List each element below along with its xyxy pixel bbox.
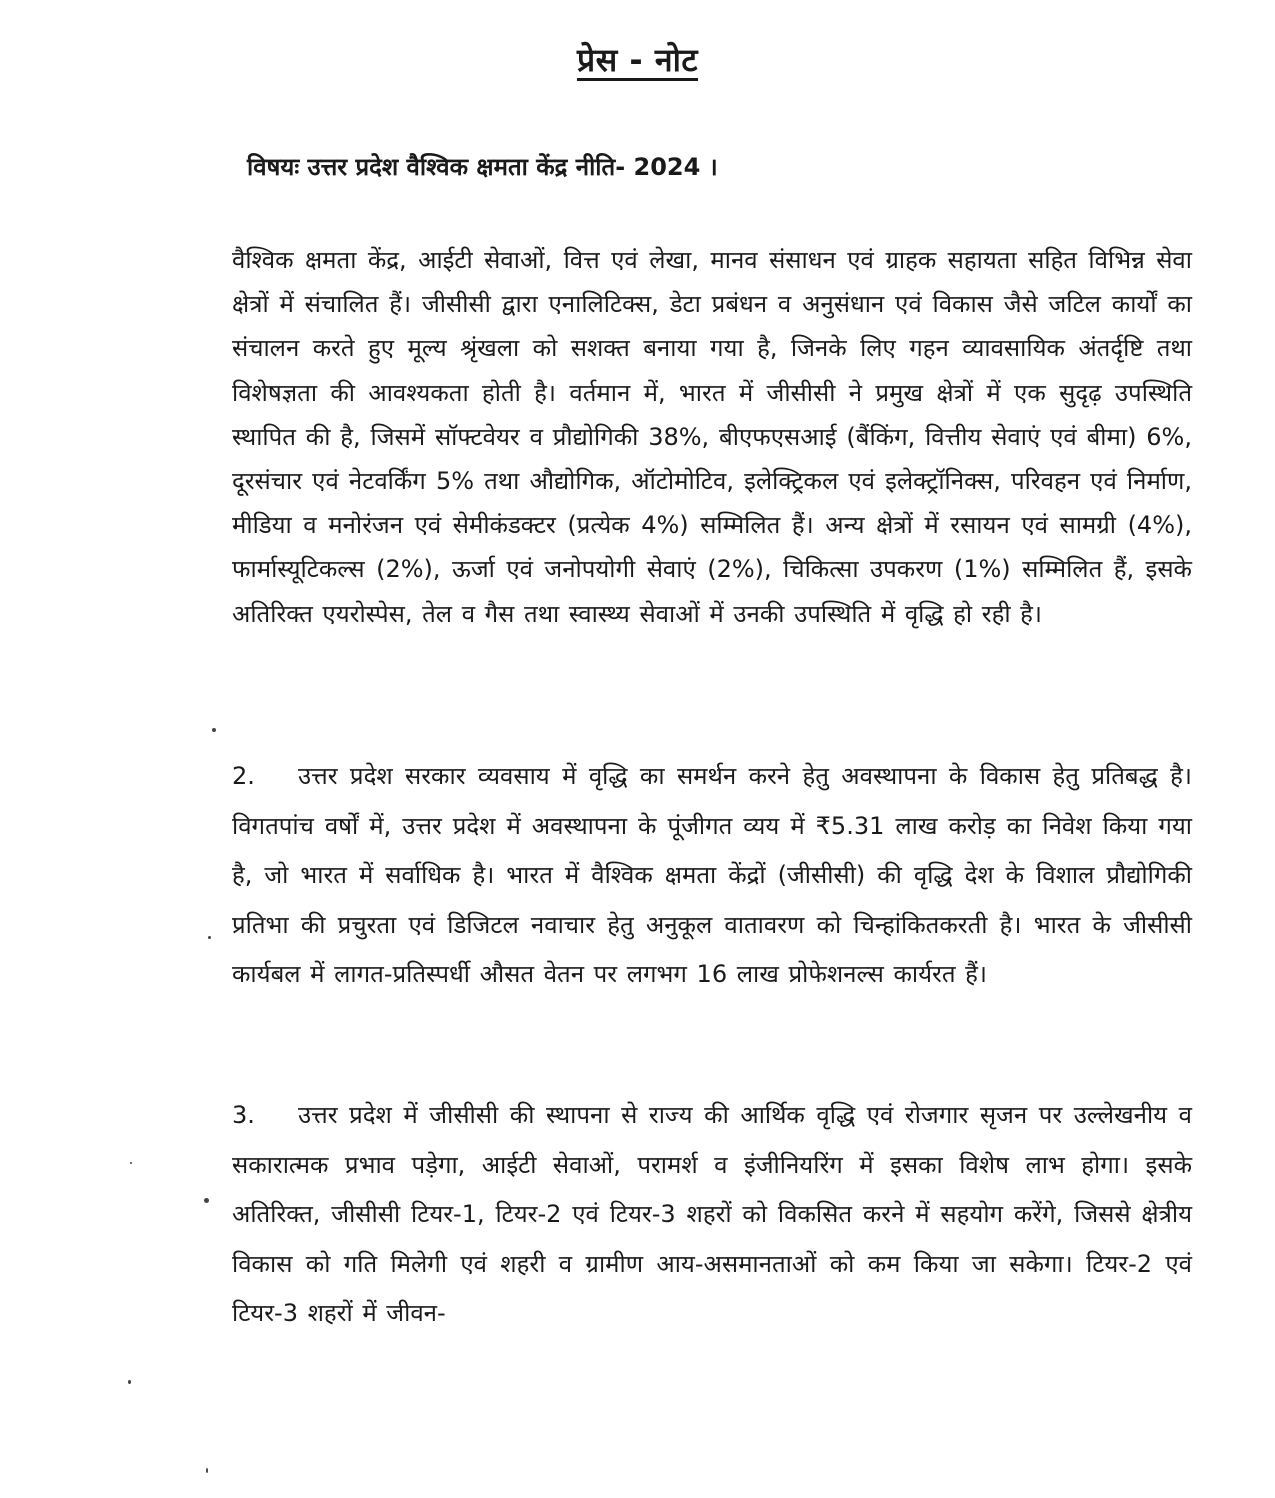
paragraph-2 [232,752,1192,1000]
scan-speck [128,1380,131,1384]
paragraph-3-number: 3. [232,1101,255,1129]
paragraph-1 [232,238,1192,636]
paragraph-3-text: उत्तर प्रदेश में जीसीसी की स्थापना से राज्य की आर्थिक वृद्धि एवं रोजगार सृजन पर उल्लेखनीय व सकारात्मक प्रभाव पड़ेगा, आईटी सेवाओं, परामर्श व इंजीनियरिंग में इसका विशेष लाभ होगा। इसके अतिरिक्त, जीसीसी टियर-1, टियर-2 एवं टियर-3 शहरों को विकसित करने में सहयोग करेंगे, जिससे क्षेत्रीय विकास को गति मिलेगी एवं शहरी व ग्रामीण आय-असमानताओं को कम किया जा सकेगा। टियर-2 एवं टियर-3 शहरों में जीवन- [232,1101,1192,1327]
paragraph-2-number: 2. [232,762,255,790]
paragraph-3 [232,1091,1192,1339]
scan-speck [130,1162,132,1164]
scan-speck [208,936,211,939]
scan-speck [204,1198,209,1203]
paragraph-2-text: उत्तर प्रदेश सरकार व्यवसाय में वृद्धि का समर्थन करने हेतु अवस्थापना के विकास हेतु प्रतिबद्ध है। विगतपांच वर्षों में, उत्तर प्रदेश में अवस्थापना के पूंजीगत व्यय में ₹5.31 लाख करोड़ का निवेश किया गया है, जो भारत में सर्वाधिक है। भारत में वैश्विक क्षमता केंद्रों (जीसीसी) की वृद्धि देश के विशाल प्रौद्योगिकी प्रतिभा की प्रचुरता एवं डिजिटल नवाचार हेतु अनुकूल वातावरण को चिन्हांकितकरती है। भारत के जीसीसी कार्यबल में लागत-प्रतिस्पर्धी औसत वेतन पर लगभग 16 लाख प्रोफेशनल्स कार्यरत हैं। [232,762,1192,988]
page-title: प्रेस - नोट [576,41,699,79]
scan-speck [212,728,216,732]
scan-speck [206,1468,208,1473]
paragraph-1-text: वैश्विक क्षमता केंद्र, आईटी सेवाओं, वित्त एवं लेखा, मानव संसाधन एवं ग्राहक सहायता सहित विभिन्न सेवा क्षेत्रों में संचालित हैं। जीसीसी द्वारा एनालिटिक्स, डेटा प्रबंधन व अनुसंधान एवं विकास जैसे जटिल कार्यों का संचालन करते हुए मूल्य श्रृंखला को सशक्त बनाया गया है, जिनके लिए गहन व्यावसायिक अंतर्दृष्टि तथा विशेषज्ञता की आवश्यकता होती है। वर्तमान में, भारत में जीसीसी ने प्रमुख क्षेत्रों में एक सुदृढ़ उपस्थिति स्थापित की है, जिसमें सॉफ्टवेयर व प्रौद्योगिकी 38%, बीएफएसआई (बैंकिंग, वित्तीय सेवाएं एवं बीमा) 6%, दूरसंचार एवं नेटवर्किंग 5% तथा औद्योगिक, ऑटोमोटिव, इलेक्ट्रिकल एवं इलेक्ट्रॉनिक्स, परिवहन एवं निर्माण, मीडिया व मनोरंजन एवं सेमीकंडक्टर (प्रत्येक 4%) सम्मिलित हैं। अन्य क्षेत्रों में रसायन एवं सामग्री (4%), फार्मास्यूटिकल्स (2%), ऊर्जा एवं जनोपयोगी सेवाएं (2%), चिकित्सा उपकरण (1%) सम्मिलित हैं, इसके अतिरिक्त एयरोस्पेस, तेल व गैस तथा स्वास्थ्य सेवाओं में उनकी उपस्थिति में वृद्धि हो रही है। [232,246,1192,628]
subject-line: विषयः उत्तर प्रदेश वैश्विक क्षमता केंद्र नीति- 2024 । [247,153,718,181]
